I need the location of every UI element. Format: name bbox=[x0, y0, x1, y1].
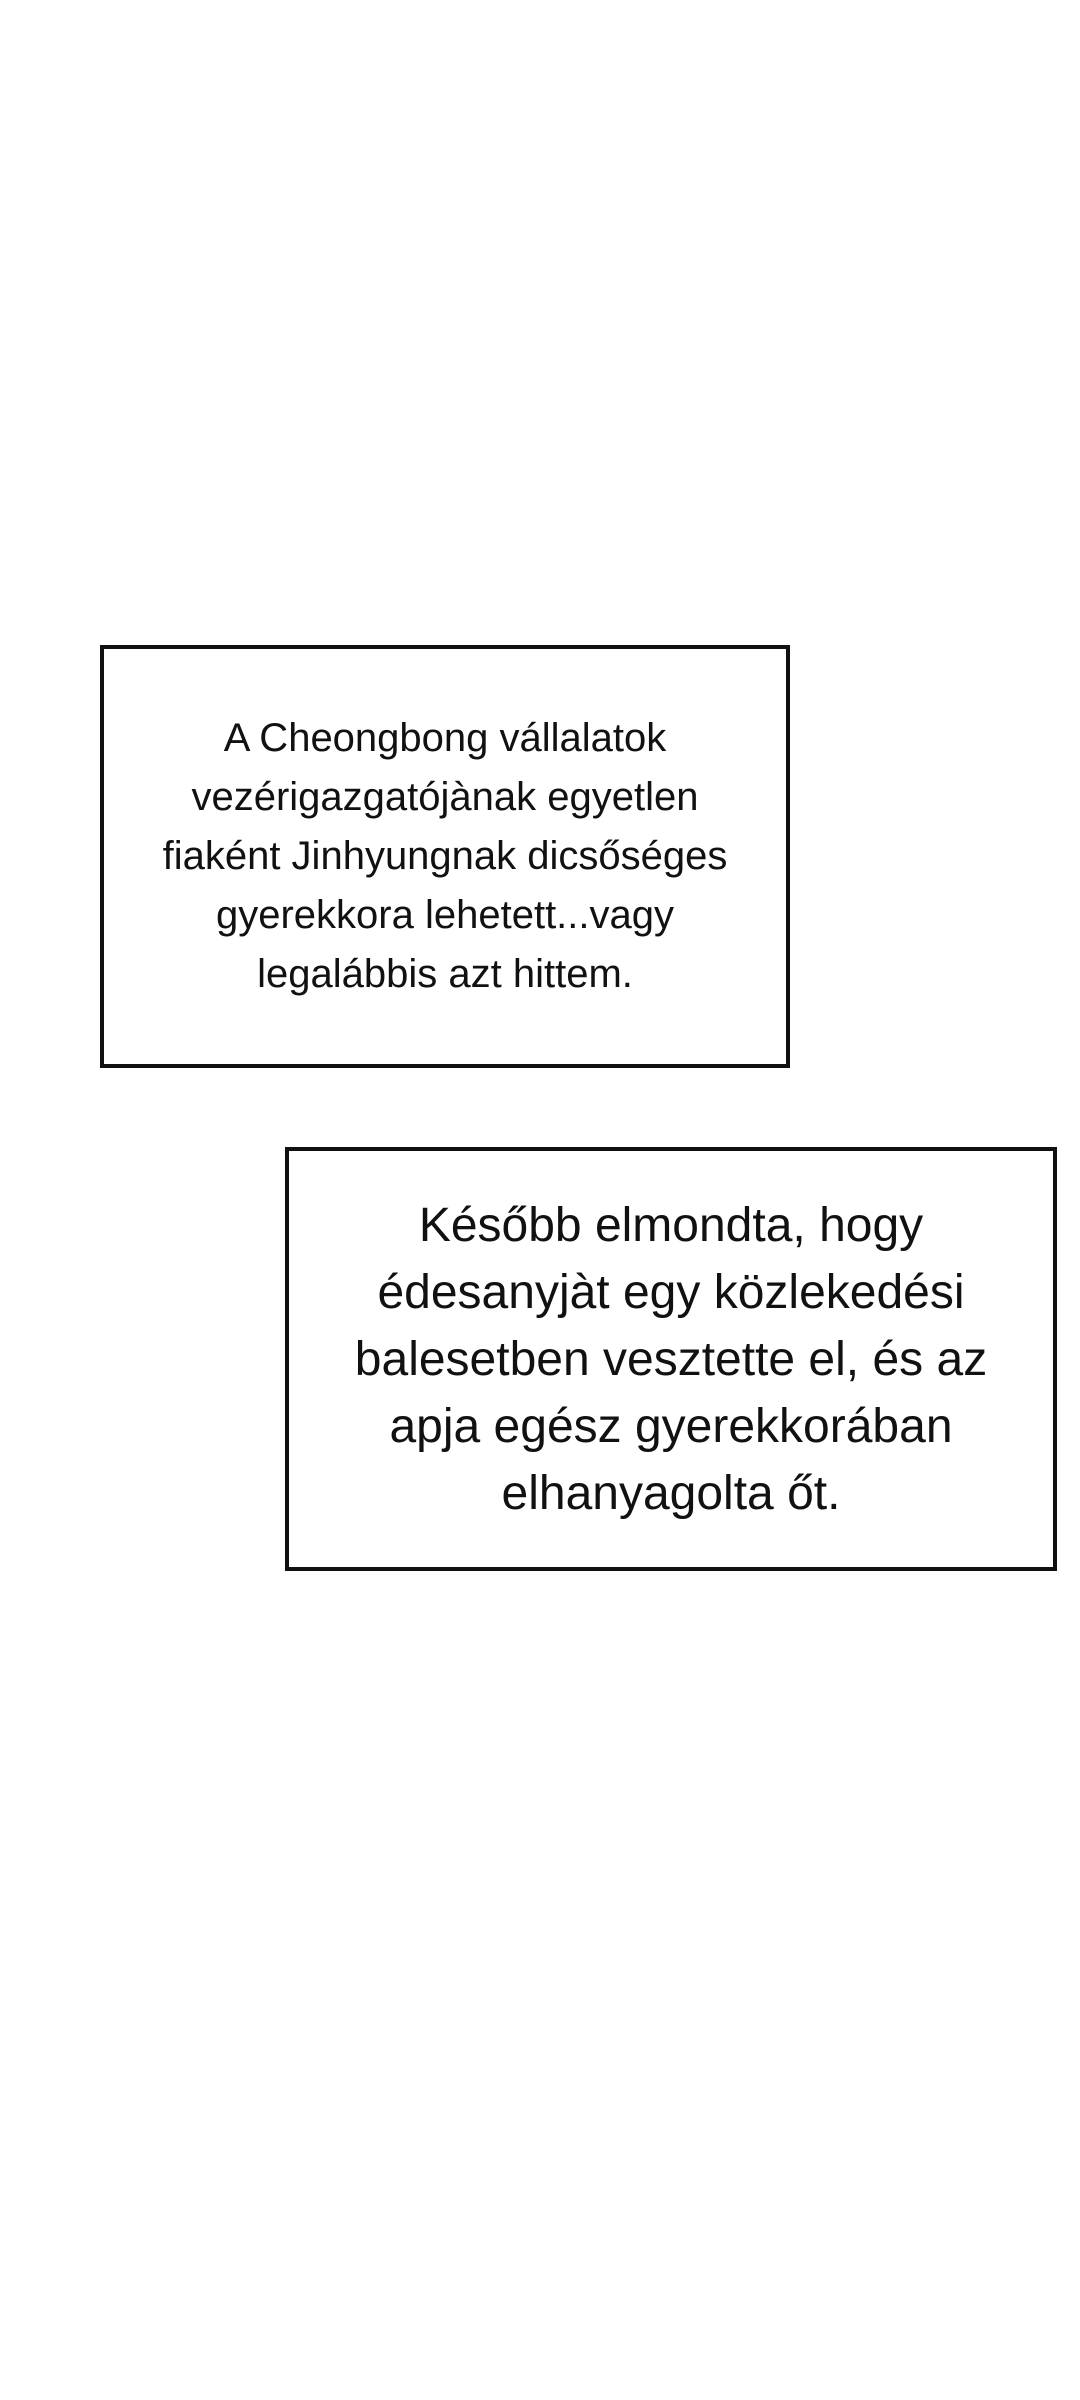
narration-caption-box-2 bbox=[285, 1147, 1057, 1571]
narration-caption-box-1 bbox=[100, 645, 790, 1068]
narration-caption-text-2: Később elmondta, hogy édesanyjàt egy közlekedési balesetben vesztette el, és az apja egész gyerekkorában elhanyagolta őt. bbox=[354, 1198, 988, 1520]
narration-caption-text-1: A Cheongbong vállalatok vezérigazgatójànak egyetlen fiaként Jinhyungnak dicsőséges gyerekkora lehetett...vagy legalábbis azt hittem. bbox=[162, 716, 728, 996]
